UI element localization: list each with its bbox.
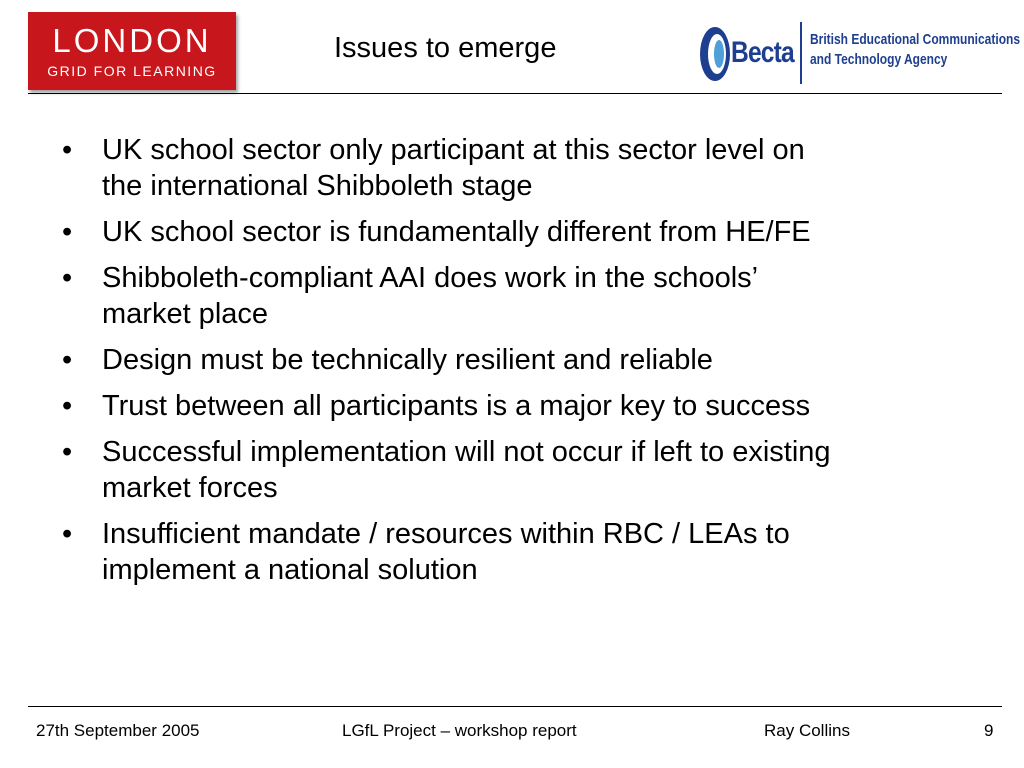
bullet-line-1: Trust between all participants is a major key to success (102, 390, 811, 422)
bullet-line-1: Successful implementation will not occur if left to existing (102, 436, 831, 468)
bullet-line-1: Insufficient mandate / resources within RBC / LEAs to (102, 518, 790, 550)
bullet-line-1: Design must be technically resilient and reliable (102, 344, 713, 376)
logo-line-london: LONDON (52, 22, 212, 59)
bullet-dot: • (62, 262, 73, 294)
bullet-line-2: implement a national solution (102, 554, 478, 586)
bullet-item (58, 516, 978, 588)
bullet-list (58, 132, 978, 598)
footer-divider (28, 706, 1002, 707)
footer-author: Ray Collins (764, 721, 850, 740)
bullet-item (58, 388, 978, 424)
footer-date: 27th September 2005 (36, 721, 200, 740)
bullet-line-1: Shibboleth-compliant AAI does work in the schools’ (102, 262, 759, 294)
bullet-item (58, 132, 978, 204)
bullet-line-1: UK school sector is fundamentally different from HE/FE (102, 216, 811, 248)
bullet-dot: • (62, 436, 73, 468)
bullet-item (58, 434, 978, 506)
footer-project: LGfL Project – workshop report (342, 721, 577, 740)
bullet-line-2: market place (102, 298, 269, 330)
bullet-line-1: UK school sector only participant at this sector level on (102, 134, 805, 166)
becta-name-line-1: British Educational Communications (810, 31, 1021, 48)
bullet-dot: • (62, 390, 73, 422)
footer-page-number: 9 (984, 721, 994, 740)
london-grid-for-learning-logo (28, 12, 236, 90)
bullet-item (58, 342, 978, 378)
bullet-item (58, 214, 978, 250)
bullet-dot: • (62, 134, 73, 166)
logo-line-grid-for-learning: GRID FOR LEARNING (47, 63, 217, 79)
slide-title: Issues to emerge (334, 32, 557, 64)
bullet-line-2: the international Shibboleth stage (102, 170, 533, 202)
becta-wordmark: Becta (731, 36, 794, 69)
becta-agency-name (810, 30, 1020, 70)
bullet-line-2: market forces (102, 472, 278, 504)
bullet-dot: • (62, 518, 73, 550)
bullet-dot: • (62, 216, 73, 248)
bullet-dot: • (62, 344, 73, 376)
header-divider (28, 93, 1002, 94)
bullet-item (58, 260, 978, 332)
becta-logo (697, 20, 1021, 88)
becta-divider (800, 22, 802, 84)
becta-name-line-2: and Technology Agency (810, 51, 948, 68)
